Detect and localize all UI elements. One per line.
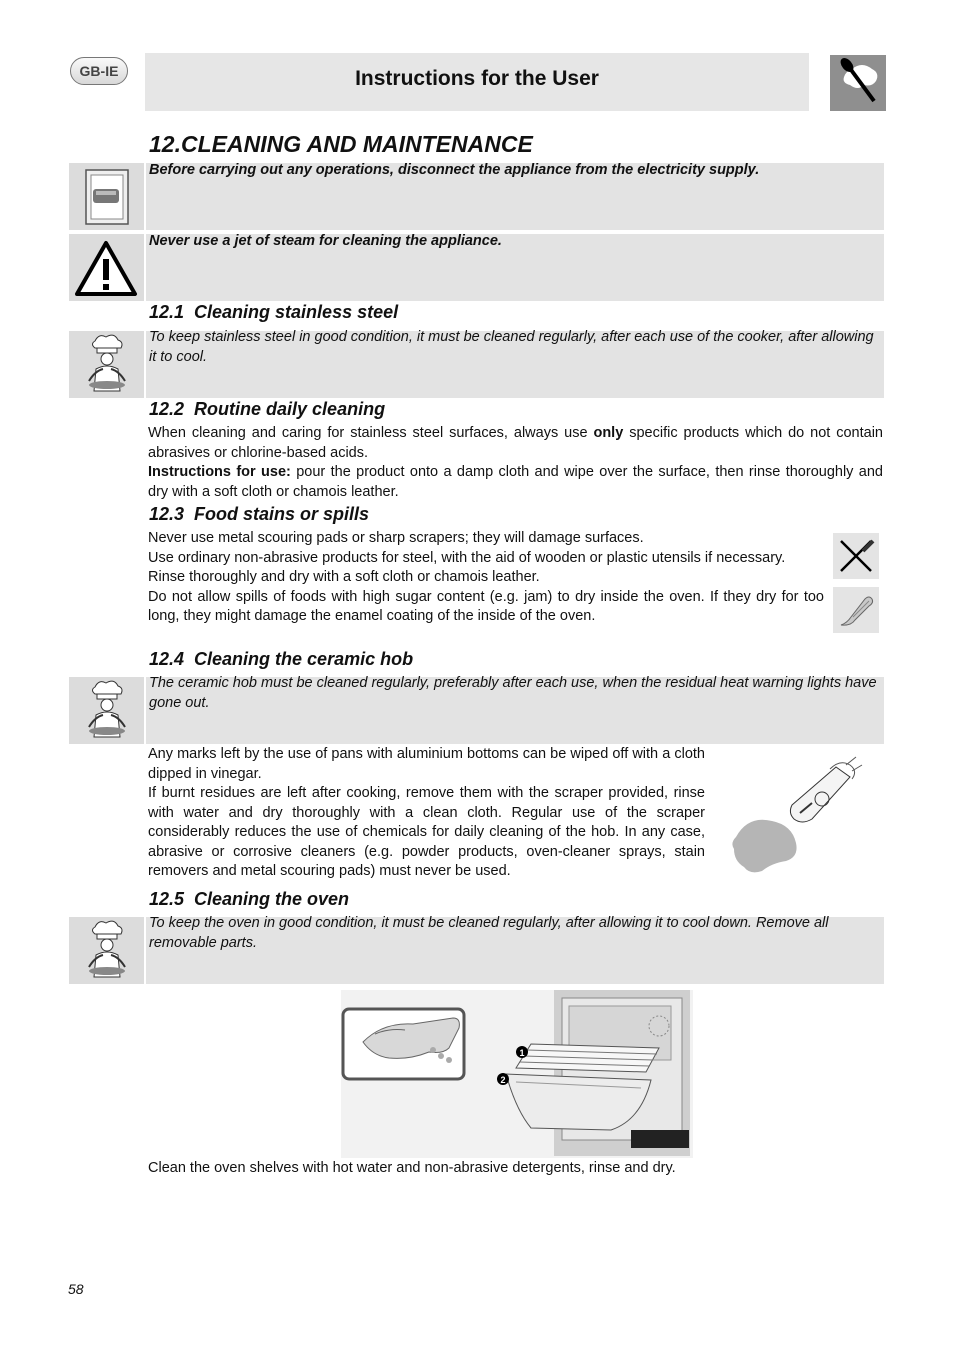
text: When cleaning and caring for stainless steel surfaces, always use bbox=[148, 425, 594, 441]
notice-steam: Never use a jet of steam for cleaning the appliance. bbox=[149, 233, 502, 249]
text: pour the product onto a damp cloth and wipe over the surface, then rinse thoroughly and dry with a soft cloth or chamois leather. bbox=[148, 464, 883, 500]
warning-icon bbox=[69, 234, 144, 301]
callout-2: 2 bbox=[500, 1075, 506, 1085]
section-heading: 12.3 Food stains or spills bbox=[149, 504, 370, 524]
wooden-utensil-icon bbox=[833, 587, 879, 633]
paragraph: Do not allow spills of foods with high sugar content (e.g. jam) to dry inside the oven. If they dry for too long, they might damage the enamel coating of the inside of the oven. bbox=[148, 588, 824, 624]
hob-scraper-illustration bbox=[726, 755, 866, 887]
paragraph: Any marks left by the use of pans with aluminium bottoms can be wiped off with a cloth dipped in vinegar. bbox=[148, 746, 705, 782]
notice-electricity: Before carrying out any operations, disconnect the appliance from the electricity supply. bbox=[149, 162, 760, 178]
section-body bbox=[148, 745, 705, 882]
paragraph: Never use metal scouring pads or sharp scrapers; they will damage surfaces. bbox=[148, 530, 644, 546]
chef-icon-box bbox=[69, 331, 144, 398]
chef-icon bbox=[69, 331, 144, 398]
chef-icon bbox=[69, 677, 144, 744]
caption: Clean the oven shelves with hot water and non-abrasive detergents, rinse and dry. bbox=[148, 1160, 676, 1176]
oven-cleaning-illustration bbox=[341, 990, 693, 1158]
note-stainless-steel: To keep stainless steel in good condition, it must be cleaned regularly, after each use of the cooker, after allowing it to cool. bbox=[149, 329, 874, 365]
emphasis: only bbox=[593, 425, 624, 441]
section-heading: 12.4 Cleaning the ceramic hob bbox=[149, 649, 414, 669]
notice-icon-box bbox=[69, 234, 144, 301]
section-heading: 12.1 Cleaning stainless steel bbox=[149, 302, 399, 322]
note-ceramic-hob: The ceramic hob must be cleaned regularly, preferably after each use, when the residual heat warning lights have gone out. bbox=[149, 675, 877, 711]
section-heading: 12.2 Routine daily cleaning bbox=[149, 399, 386, 419]
page-number: 58 bbox=[68, 1281, 84, 1297]
instructions-label: Instructions for use: bbox=[148, 464, 291, 480]
header-title: Instructions for the User bbox=[355, 67, 599, 90]
no-scraper-icon bbox=[833, 533, 879, 579]
callout-1: 1 bbox=[519, 1048, 525, 1058]
chef-icon bbox=[69, 917, 144, 984]
chef-icon-box bbox=[69, 917, 144, 984]
section-heading: 12.5 Cleaning the oven bbox=[149, 889, 350, 909]
paragraph: If burnt residues are left after cooking, remove them with the scraper provided, rinse with water and dry thoroughly with a clean cloth. Regular use of the scraper considerably reduces the use of chemicals for daily cleaning of the hob. In any case, abrasive or corrosive cleaners (e.g. powder products, oven-cleaner sprays, stain removers and metal scouring pads) must never be used. bbox=[148, 785, 705, 879]
page-title: 12.CLEANING AND MAINTENANCE bbox=[149, 131, 533, 157]
text: specific products which do not contain abrasives or chlorine-based acids. bbox=[148, 425, 883, 461]
paragraph: Use ordinary non-abrasive products for steel, with the aid of wooden or plastic utensils if necessary. bbox=[148, 549, 786, 566]
spoon-chef-hat-icon bbox=[830, 55, 886, 111]
plug-socket-icon bbox=[69, 163, 144, 230]
paragraph: Rinse thoroughly and dry with a soft cloth or chamois leather. bbox=[148, 569, 540, 585]
notice-icon-box bbox=[69, 163, 144, 230]
section-body bbox=[148, 529, 824, 627]
chef-icon-box bbox=[69, 677, 144, 744]
note-oven: To keep the oven in good condition, it must be cleaned regularly, after allowing it to cool down. Remove all removable parts. bbox=[149, 915, 829, 951]
section-body bbox=[148, 424, 883, 502]
region-badge: GB-IE bbox=[70, 57, 128, 85]
